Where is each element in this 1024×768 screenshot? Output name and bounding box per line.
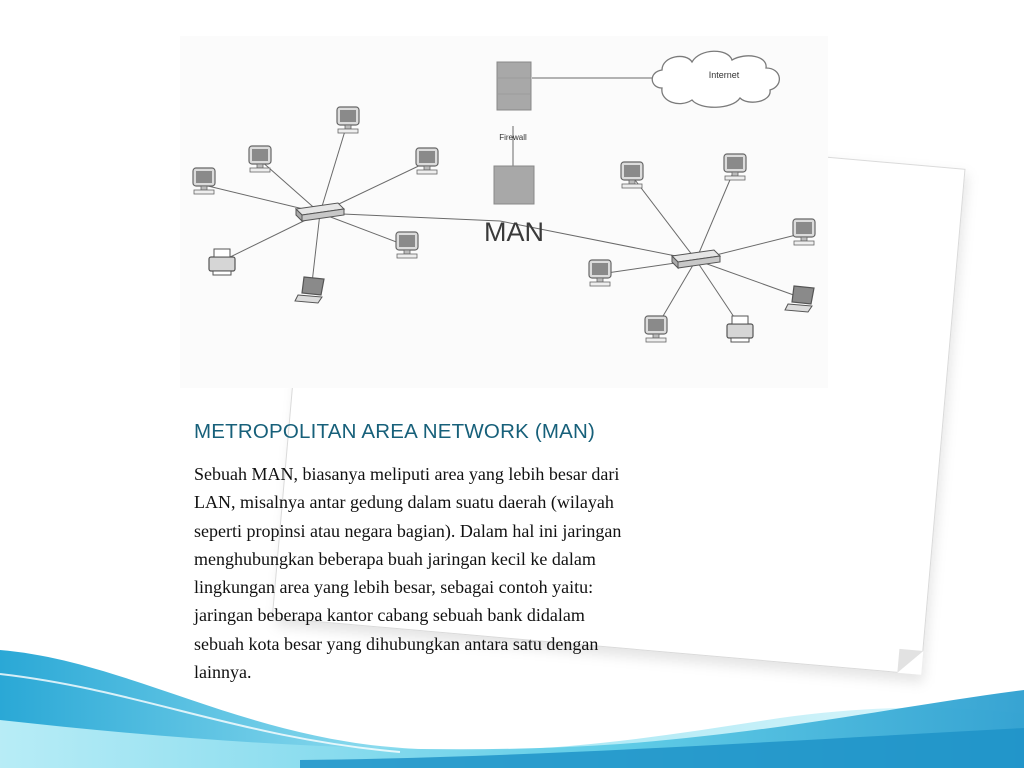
desktop-icon: [249, 146, 271, 172]
internet-label: Internet: [708, 70, 740, 80]
switch-icon: [296, 203, 344, 221]
body-line: menghubungkan beberapa buah jaringan kecil ke dalam: [194, 548, 596, 569]
desktop-icon: [193, 168, 215, 194]
desktop-icon: [793, 219, 815, 245]
switch-icon: [672, 250, 720, 268]
man-node: [484, 166, 544, 247]
body-line: lainnya.: [194, 662, 252, 683]
body-line: jaringan beberapa kantor cabang sebuah bank didalam: [194, 605, 585, 626]
printer-icon: [727, 316, 753, 342]
body-line: LAN, misalnya antar gedung dalam suatu daerah (wilayah: [194, 492, 614, 513]
decorative-waves: [0, 610, 1024, 768]
firewall-label: Firewall: [499, 133, 527, 142]
desktop-icon: [396, 232, 418, 258]
printer-icon: [209, 249, 235, 275]
desktop-icon: [621, 162, 643, 188]
man-network-diagram: [180, 36, 828, 388]
laptop-icon: [785, 286, 814, 312]
body-line: sebuah kota besar yang dihubungkan antara satu dengan: [194, 633, 599, 654]
body-line: Sebuah MAN, biasanya meliputi area yang lebih besar dari: [194, 464, 620, 484]
desktop-icon: [337, 107, 359, 133]
body-line: seperti propinsi atau negara bagian). Dalam hal ini jaringan: [194, 520, 622, 541]
desktop-icon: [589, 260, 611, 286]
laptop-icon: [295, 277, 324, 303]
body-line: lingkungan area yang lebih besar, sebagai contoh yaitu:: [194, 577, 594, 598]
desktop-icon: [416, 148, 438, 174]
man-label: MAN: [484, 217, 544, 247]
slide-title: METROPOLITAN AREA NETWORK (MAN): [194, 420, 596, 443]
cloud-icon: [652, 51, 779, 107]
desktop-icon: [645, 316, 667, 342]
router-icon: [497, 62, 531, 142]
desktop-icon: [724, 154, 746, 180]
